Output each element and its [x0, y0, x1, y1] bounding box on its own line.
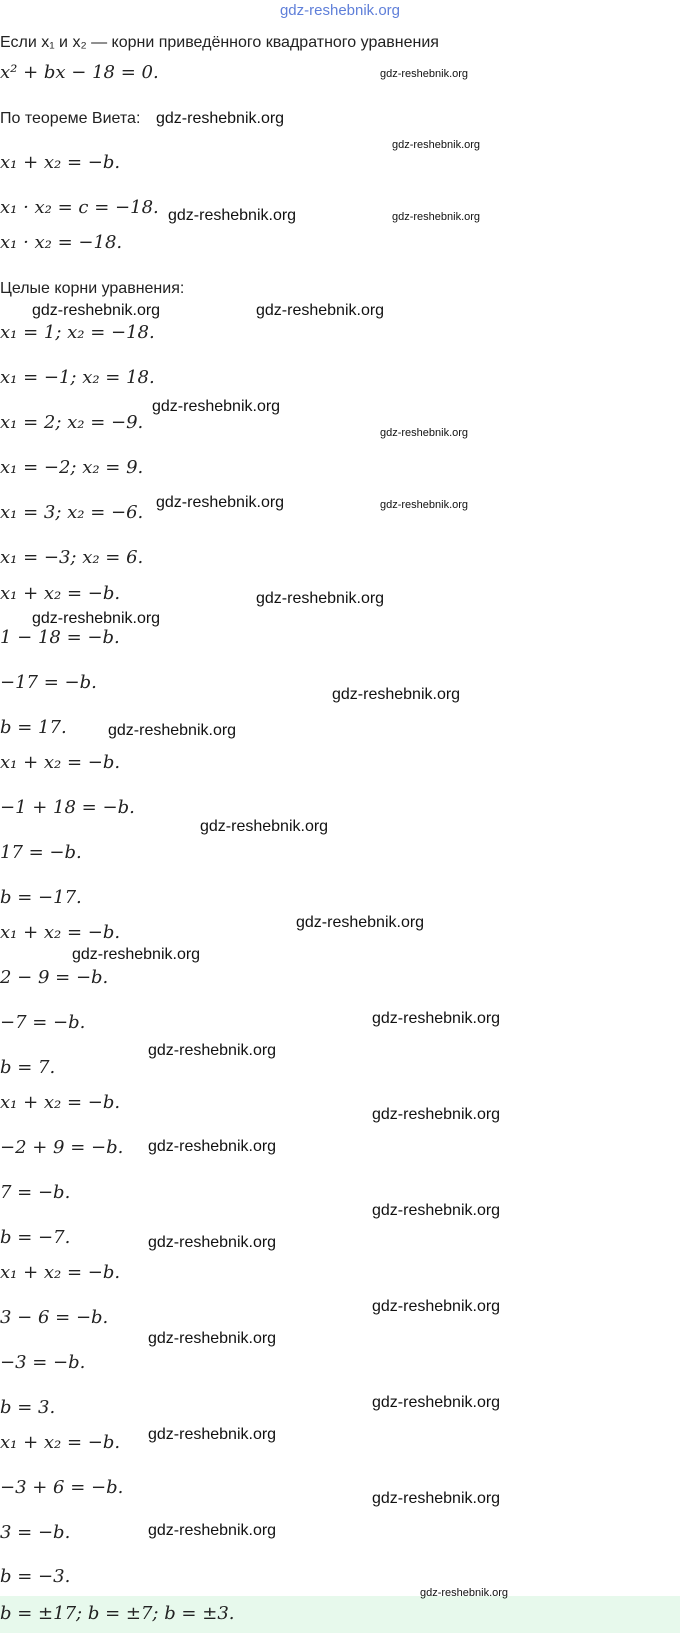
case-result: b = 3. — [0, 1397, 56, 1418]
watermark: gdz-reshebnik.org — [372, 1394, 501, 1411]
watermark: gdz-reshebnik.org — [200, 818, 329, 835]
case-line: −7 = −b. — [0, 1012, 86, 1033]
vieta-sum: x₁ + x₂ = −b. — [0, 152, 121, 173]
watermark: gdz-reshebnik.org — [148, 1234, 277, 1251]
case-line: 1 − 18 = −b. — [0, 627, 120, 648]
watermark: gdz-reshebnik.org — [332, 686, 461, 703]
watermark: gdz-reshebnik.org — [148, 1330, 277, 1347]
case-line: 7 = −b. — [0, 1182, 71, 1203]
watermark: gdz-reshebnik.org — [256, 590, 385, 607]
case-result: b = −7. — [0, 1227, 71, 1248]
case-line: −3 = −b. — [0, 1352, 86, 1373]
case-result: b = −17. — [0, 887, 82, 908]
watermark: gdz-reshebnik.org — [372, 1490, 501, 1507]
watermark: gdz-reshebnik.org — [148, 1042, 277, 1059]
watermark: gdz-reshebnik.org — [156, 494, 285, 511]
watermark: gdz-reshebnik.org — [296, 914, 425, 931]
roots-title: Целые корни уравнения: — [0, 280, 185, 297]
watermark: gdz-reshebnik.org — [372, 1202, 501, 1219]
case-line: 17 = −b. — [0, 842, 82, 863]
vieta-product: x₁ · x₂ = c = −18. — [0, 197, 159, 218]
root-pair: x₁ = −3; x₂ = 6. — [0, 547, 144, 568]
watermark: gdz-reshebnik.org — [72, 946, 201, 963]
case-result: b = −3. — [0, 1566, 71, 1587]
watermark: gdz-reshebnik.org — [108, 722, 237, 739]
case-line: 3 = −b. — [0, 1522, 71, 1543]
watermark: gdz-reshebnik.org — [392, 139, 481, 151]
final-answer: b = ±17; b = ±7; b = ±3. — [0, 1603, 235, 1624]
case-line: −2 + 9 = −b. — [0, 1137, 124, 1158]
case-line: x₁ + x₂ = −b. — [0, 752, 121, 773]
case-line: x₁ + x₂ = −b. — [0, 1262, 121, 1283]
vieta-product-value: x₁ · x₂ = −18. — [0, 232, 123, 253]
watermark: gdz-reshebnik.org — [168, 207, 297, 224]
watermark: gdz-reshebnik.org — [152, 398, 281, 415]
case-line: x₁ + x₂ = −b. — [0, 922, 121, 943]
watermark: gdz-reshebnik.org — [32, 610, 161, 627]
case-result: b = 7. — [0, 1057, 56, 1078]
watermark: gdz-reshebnik.org — [380, 499, 469, 511]
watermark: gdz-reshebnik.org — [392, 211, 481, 223]
case-line: x₁ + x₂ = −b. — [0, 583, 121, 604]
case-line: x₁ + x₂ = −b. — [0, 1092, 121, 1113]
watermark: gdz-reshebnik.org — [380, 68, 469, 80]
root-pair: x₁ = −2; x₂ = 9. — [0, 457, 144, 478]
case-line: 2 − 9 = −b. — [0, 967, 109, 988]
root-pair: x₁ = −1; x₂ = 18. — [0, 367, 155, 388]
watermark: gdz-reshebnik.org — [148, 1138, 277, 1155]
vieta-title: По теореме Виета: — [0, 110, 141, 127]
case-line: −17 = −b. — [0, 672, 97, 693]
watermark: gdz-reshebnik.org — [148, 1426, 277, 1443]
watermark: gdz-reshebnik.org — [372, 1106, 501, 1123]
watermark: gdz-reshebnik.org — [420, 1587, 509, 1599]
case-result: b = 17. — [0, 717, 67, 738]
watermark: gdz-reshebnik.org — [380, 427, 469, 439]
watermark: gdz-reshebnik.org — [156, 110, 285, 127]
watermark: gdz-reshebnik.org — [372, 1298, 501, 1315]
header-watermark: gdz-reshebnik.org — [279, 2, 401, 19]
case-line: x₁ + x₂ = −b. — [0, 1432, 121, 1453]
watermark: gdz-reshebnik.org — [32, 302, 161, 319]
root-pair: x₁ = 3; x₂ = −6. — [0, 502, 144, 523]
intro-text: Если x₁ и x₂ — корни приведённого квадратного уравнения — [0, 34, 439, 51]
case-line: −1 + 18 = −b. — [0, 797, 135, 818]
root-pair: x₁ = 2; x₂ = −9. — [0, 412, 144, 433]
watermark: gdz-reshebnik.org — [148, 1522, 277, 1539]
root-pair: x₁ = 1; x₂ = −18. — [0, 322, 155, 343]
case-line: −3 + 6 = −b. — [0, 1477, 124, 1498]
watermark: gdz-reshebnik.org — [256, 302, 385, 319]
watermark: gdz-reshebnik.org — [372, 1010, 501, 1027]
intro-equation: x² + bx − 18 = 0. — [0, 62, 159, 83]
case-line: 3 − 6 = −b. — [0, 1307, 109, 1328]
